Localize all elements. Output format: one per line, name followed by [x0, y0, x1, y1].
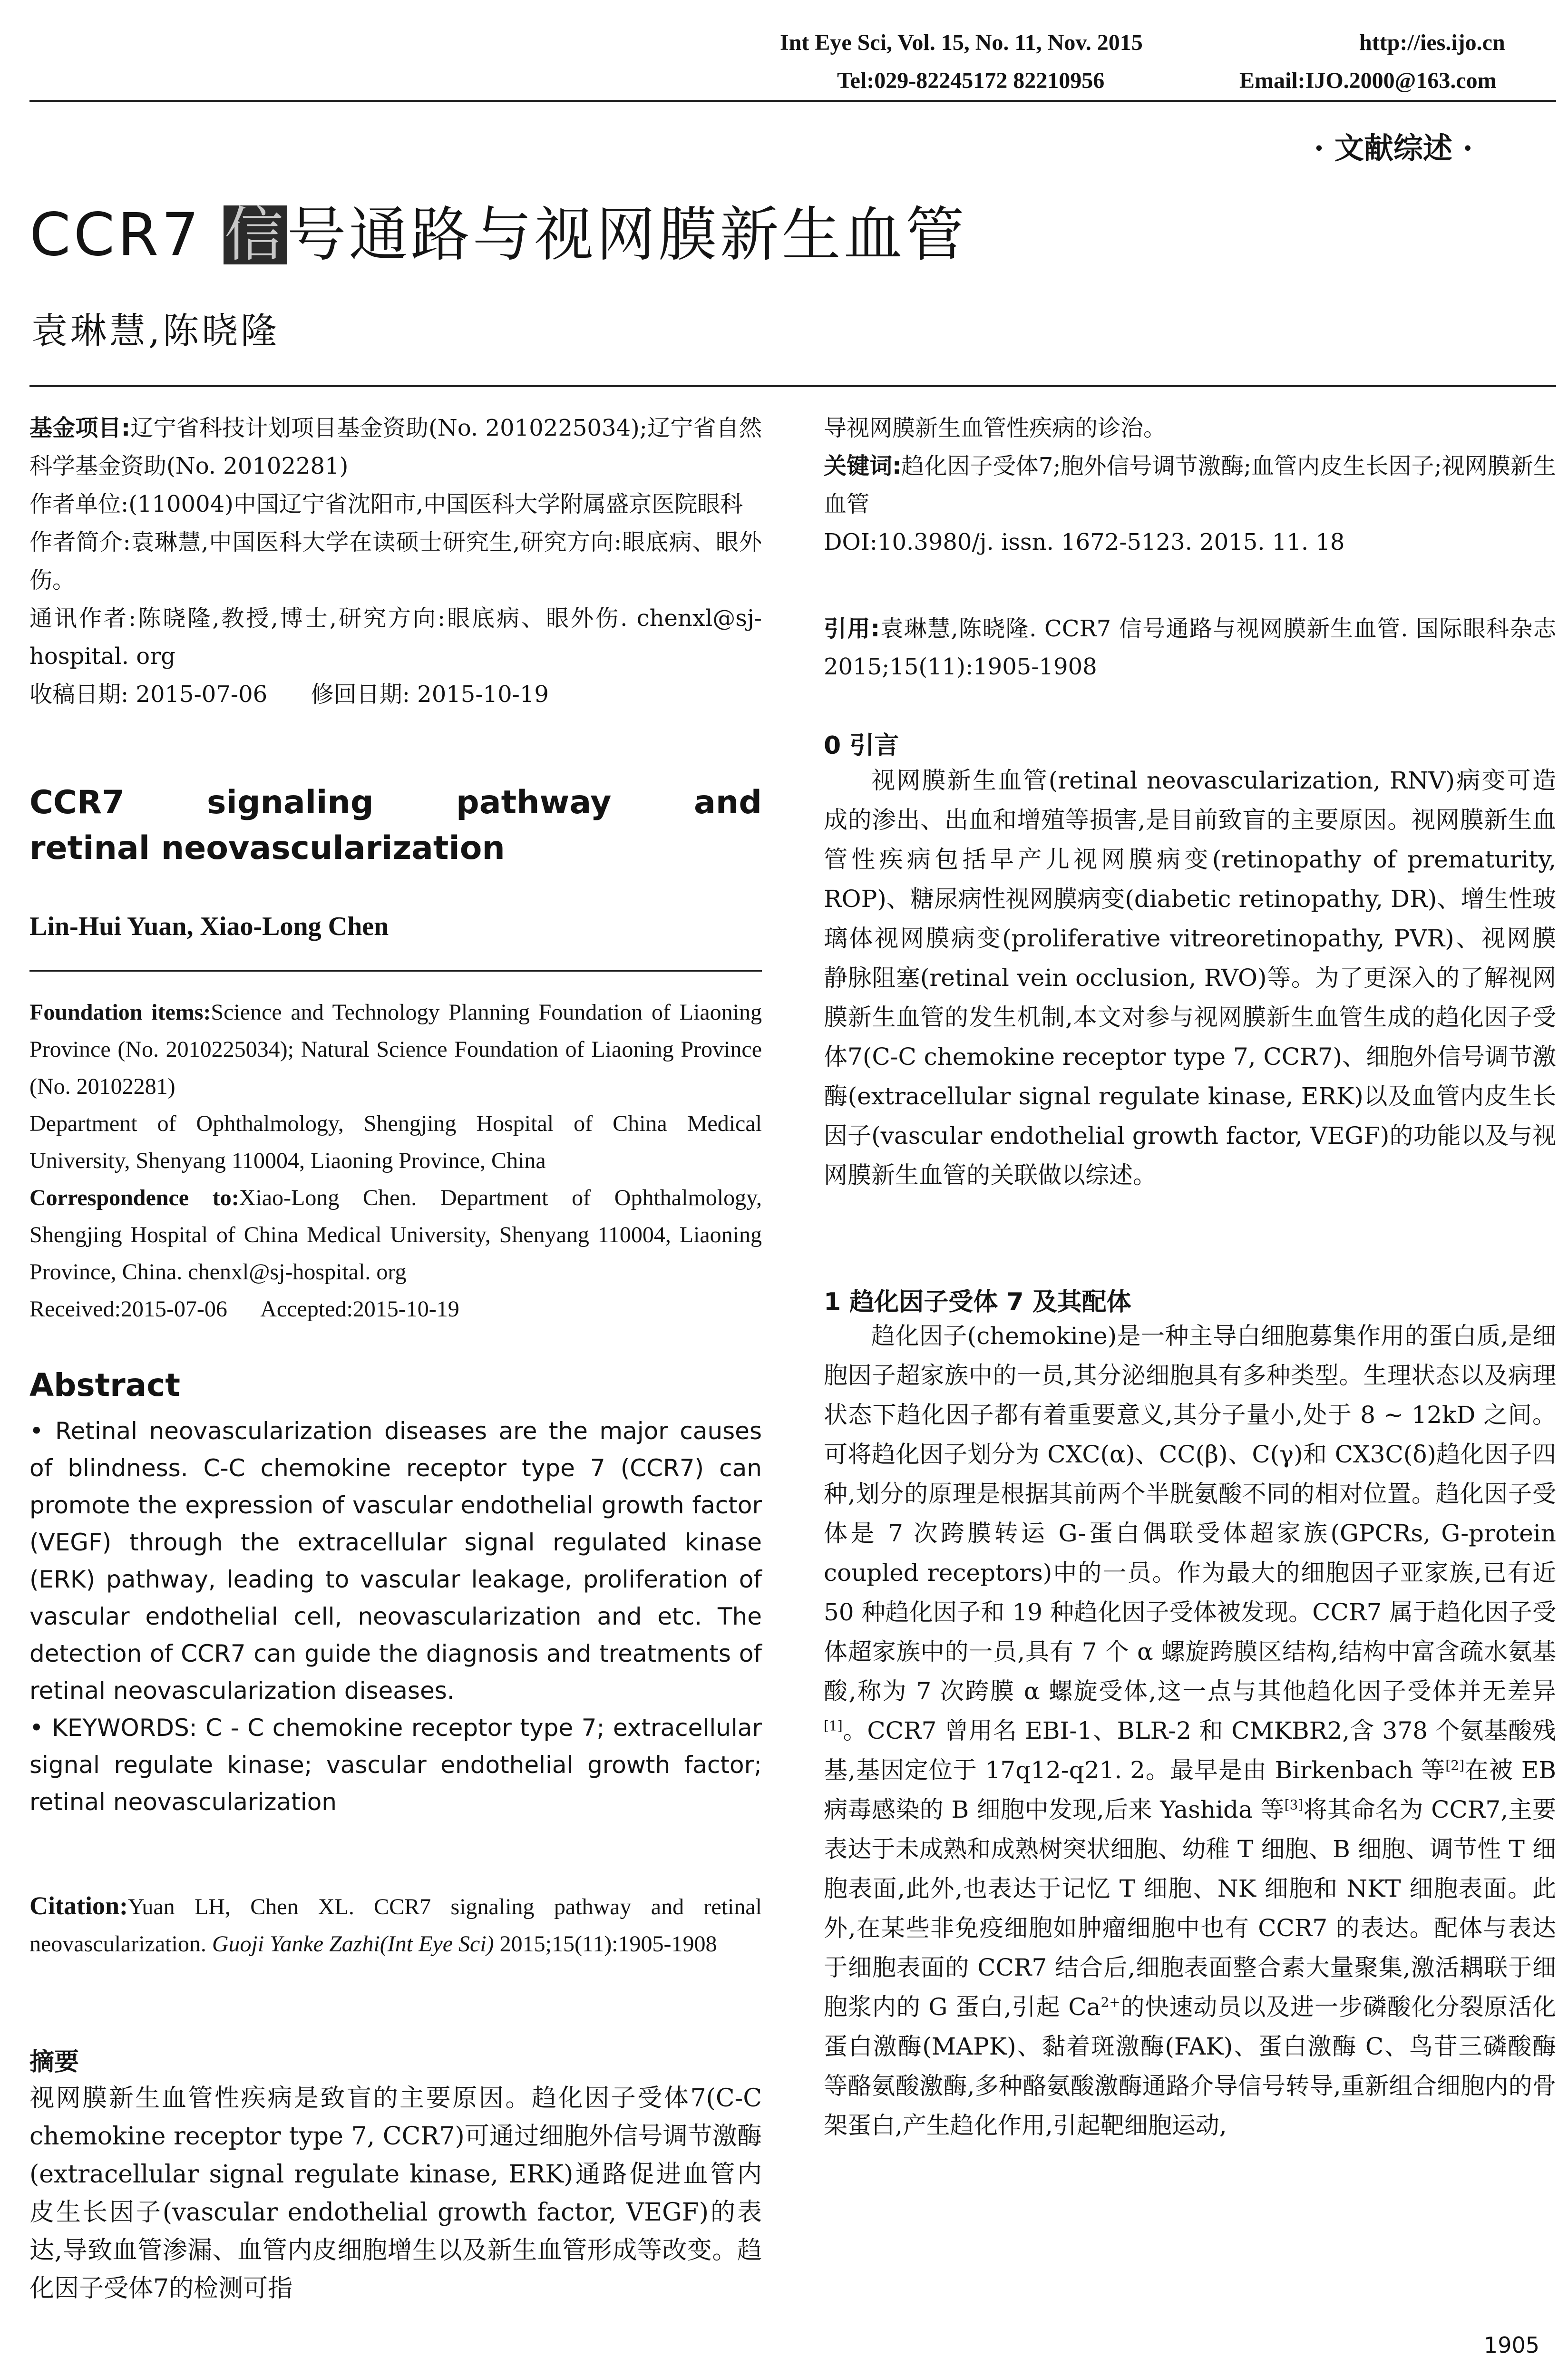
- abstract-cn-text: 视网膜新生血管性疾病是致盲的主要原因。趋化因子受体7(C-C chemokine receptor type 7, CCR7)可通过细胞外信号调节激酶(extracellular signal regulate kinase, ERK)通路促进血管内皮生长因子(vascular endothelial growth factor, VEGF)的表达,导致血管渗漏、血管内皮细胞增生以及新生血管形成等改变。趋化因子受体7的检测可指: [29, 2084, 762, 2303]
- abstract-cn-continued: 导视网膜新生血管性疾病的诊治。: [824, 415, 1167, 441]
- sec1-part-b: 。CCR7 曾用名 EBI-1、BLR-2 和 CMKBR2,含 378 个氨基酸残基,基因定位于 17q12-q21. 2。最早是由 Birkenbach 等: [824, 1717, 1556, 1784]
- affiliation-cn: [29, 485, 762, 523]
- abstract-cn-heading: 摘要: [29, 2048, 79, 2076]
- abstract-heading: Abstract: [29, 1367, 180, 1403]
- page-title: [29, 201, 967, 269]
- title-rest: 号通路与视网膜新生血管: [287, 201, 967, 269]
- citation-text-a: Yuan LH, Chen XL. CCR7 signaling pathway and retinal neovascularization.: [29, 1894, 762, 1957]
- corr-label: 通讯作者:: [29, 605, 136, 632]
- foundation-en: [29, 994, 762, 1105]
- correspondence-en: [29, 1179, 762, 1291]
- header-rule: [29, 100, 1556, 102]
- bio-label: 作者简介:: [29, 529, 131, 555]
- ref-1[interactable]: [1]: [824, 1718, 843, 1734]
- english-authors: Lin-Hui Yuan, Xiao-Long Chen: [29, 912, 389, 941]
- section-0-body: [824, 761, 1556, 1195]
- keywords-en: • KEYWORDS: C - C chemokine receptor type 7; extracellular signal regulate kinase; vascular endothelial growth factor; retinal neovascularization: [29, 1714, 762, 1816]
- foundation-en-text: Science and Technology Planning Foundation of Liaoning Province (No. 2010225034); Natural Science Foundation of Liaoning Province (No. 20102281): [29, 1000, 762, 1099]
- keywords-cn-text: 趋化因子受体7;胞外信号调节激酶;血管内皮生长因子;视网膜新生血管: [824, 453, 1556, 517]
- sec1-part-e: 的快速动员以及进一步磷酸化分裂原活化蛋白激酶(MAPK)、黏着斑激酶(FAK)、蛋白激酶 C、鸟苷三磷酸酶等酪氨酸激酶,多种酪氨酸激酶通路介导信号转导,重新组合细胞内的骨架蛋白,产生趋化作用,引起靶细胞运动,: [824, 1993, 1556, 2139]
- abstract-text: • Retinal neovascularization diseases are the major causes of blindness. C-C chemokine receptor type 7 (CCR7) can promote the expression of vascular endothelial growth factor (VEGF) through the extracellular signal regulated kinase (ERK) pathway, leading to vascular leakage, proliferation of vascular endothelial cell, neovascularization and etc. The detection of CCR7 can guide the diagnosis and treatments of retinal neovascularization diseases.: [29, 1417, 762, 1705]
- foundation-label: 基金项目:: [29, 415, 131, 441]
- corr-en-label: Correspondence to:: [29, 1185, 239, 1210]
- front-matter-cn: [29, 409, 762, 713]
- article-category: · 文献综述 ·: [1314, 131, 1473, 166]
- affiliation-text: (110004)中国辽宁省沈阳市,中国医科大学附属盛京医院眼科: [128, 491, 743, 517]
- cite-cn-text: 袁琳慧,陈晓隆. CCR7 信号通路与视网膜新生血管. 国际眼科杂志 2015;15(11):1905-1908: [824, 615, 1556, 680]
- english-title-line1: CCR7 signaling pathway and: [29, 784, 762, 821]
- received-en: Received:2015-07-06 Accepted:2015-10-19: [29, 1296, 459, 1322]
- citation-label: Citation:: [29, 1891, 128, 1920]
- section-1-text: [824, 1316, 1556, 2145]
- citation-journal: Guoji Yanke Zazhi(Int Eye Sci): [212, 1931, 494, 1957]
- journal-tel: Tel:029-82245172 82210956: [837, 68, 1105, 93]
- foundation-cn: [29, 409, 762, 485]
- ref-3[interactable]: [3]: [1284, 1797, 1304, 1813]
- foundation-text: 辽宁省科技计划项目基金资助(No. 2010225034);辽宁省自然科学基金资助(No. 20102281): [29, 415, 762, 479]
- corr-en-text: Xiao-Long Chen. Department of Ophthalmology, Shengjing Hospital of China Medical University, Shenyang 110004, Liaoning Province, China. chenxl@sj-hospital. org: [29, 1185, 762, 1285]
- journal-url[interactable]: http://ies.ijo.cn: [1359, 30, 1505, 55]
- bio-cn: [29, 523, 762, 599]
- section-1-body: [824, 1316, 1556, 2145]
- citation-en: [29, 1887, 762, 1963]
- affiliation-label: 作者单位:: [29, 491, 129, 517]
- english-title-rule: [29, 970, 762, 972]
- cite-cn: [824, 610, 1556, 686]
- journal-info: Int Eye Sci, Vol. 15, No. 11, Nov. 2015: [780, 30, 1143, 55]
- citation-text-b: 2015;15(11):1905-1908: [494, 1931, 717, 1957]
- department-en: Department of Ophthalmology, Shengjing Hospital of China Medical University, Shenyang 110004, Liaoning Province, China: [29, 1111, 762, 1173]
- title-highlighted-char: 信: [224, 201, 286, 269]
- page-number: 1905: [1483, 2332, 1539, 2358]
- ref-2[interactable]: [2]: [1445, 1757, 1464, 1773]
- right-front: [824, 409, 1556, 561]
- correspondence-cn: [29, 599, 762, 675]
- foundation-en-label: Foundation items:: [29, 1000, 211, 1025]
- authors-cn: 袁琳慧,陈晓隆: [31, 310, 280, 352]
- section-0-heading: 0 引言: [824, 731, 899, 760]
- cite-cn-label: 引用:: [824, 615, 880, 642]
- doi[interactable]: DOI:10.3980/j. issn. 1672-5123. 2015. 11. 18: [824, 529, 1345, 555]
- sec1-part-a: 趋化因子(chemokine)是一种主导白细胞募集作用的蛋白质,是细胞因子超家族中的一员,其分泌细胞具有多种类型。生理状态以及病理状态下趋化因子都有着重要意义,其分子量小,处于 8 ~ 12kD 之间。可将趋化因子划分为 CXC(α)、CC(β)、C(γ)和 CX3C(δ)趋化因子四种,划分的原理是根据其前两个半胱氨酸不同的相对位置。趋化因子受体是 7 次跨膜转运 G-蛋白偶联受体超家族(GPCRs, G-protein coupled receptors)中的一员。作为最大的细胞因子亚家族,已有近 50 种趋化因子和 19 种趋化因子受体被发现。CCR7 属于趋化因子受体超家族中的一员,具有 7 个 α 螺旋跨膜区结构,结构中富含疏水氨基酸,称为 7 次跨膜 α 螺旋受体,这一点与其他趋化因子受体并无差异: [824, 1322, 1556, 1705]
- section-0-text: 视网膜新生血管(retinal neovascularization, RNV)病变可造成的渗出、出血和增殖等损害,是目前致盲的主要原因。视网膜新生血管性疾病包括早产儿视网膜病变(retinopathy of prematurity, ROP)、糖尿病性视网膜病变(diabetic retinopathy, DR)、增生性玻璃体视网膜病变(proliferative vitreoretinopathy, PVR)、视网膜静脉阻塞(retinal vein occlusion, RVO)等。为了更深入的了解视网膜新生血管的发生机制,本文对参与视网膜新生血管生成的趋化因子受体7(C-C chemokine receptor type 7, CCR7)、细胞外信号调节激酶(extracellular signal regulate kinase, ERK)以及血管内皮生长因子(vascular endothelial growth factor, VEGF)的功能以及与视网膜新生血管的关联做以综述。: [824, 767, 1556, 1189]
- sec1-part-d: 将其命名为 CCR7,主要表达于未成熟和成熟树突状细胞、幼稚 T 细胞、B 细胞、调节性 T 细胞表面,此外,也表达于记忆 T 细胞、NK 细胞和 NKT 细胞表面。此外,在某些非免疫细胞如肿瘤细胞中也有 CCR7 的表达。配体与表达于细胞表面的 CCR7 结合后,细胞表面整合素大量聚集,激活耦联于细胞浆内的 G 蛋白,引起 Ca: [824, 1796, 1556, 2021]
- calcium-superscript: 2+: [1101, 1994, 1120, 2010]
- keywords-cn: [824, 447, 1556, 523]
- abstract-en: [29, 1413, 762, 1821]
- sec1-part-c: 在被 EB 病毒感染的 B 细胞中发现,后来 Yashida 等: [824, 1756, 1556, 1823]
- title-prefix: CCR7: [29, 201, 224, 269]
- corr-text: 陈晓隆,教授,博士,研究方向:眼底病、眼外伤. chenxl@sj-hospital. org: [29, 605, 762, 670]
- front-matter-en: [29, 994, 762, 1328]
- english-title-line2: retinal neovascularization: [29, 829, 505, 867]
- keywords-cn-label: 关键词:: [824, 453, 902, 479]
- abstract-cn: [29, 2079, 762, 2308]
- bio-text: 袁琳慧,中国医科大学在读硕士研究生,研究方向:眼底病、眼外伤。: [29, 529, 762, 594]
- title-rule: [29, 385, 1556, 387]
- journal-email[interactable]: Email:IJO.2000@163.com: [1239, 68, 1497, 93]
- received-cn: 收稿日期: 2015-07-06 修回日期: 2015-10-19: [29, 681, 549, 708]
- section-1-heading: 1 趋化因子受体 7 及其配体: [824, 1288, 1131, 1316]
